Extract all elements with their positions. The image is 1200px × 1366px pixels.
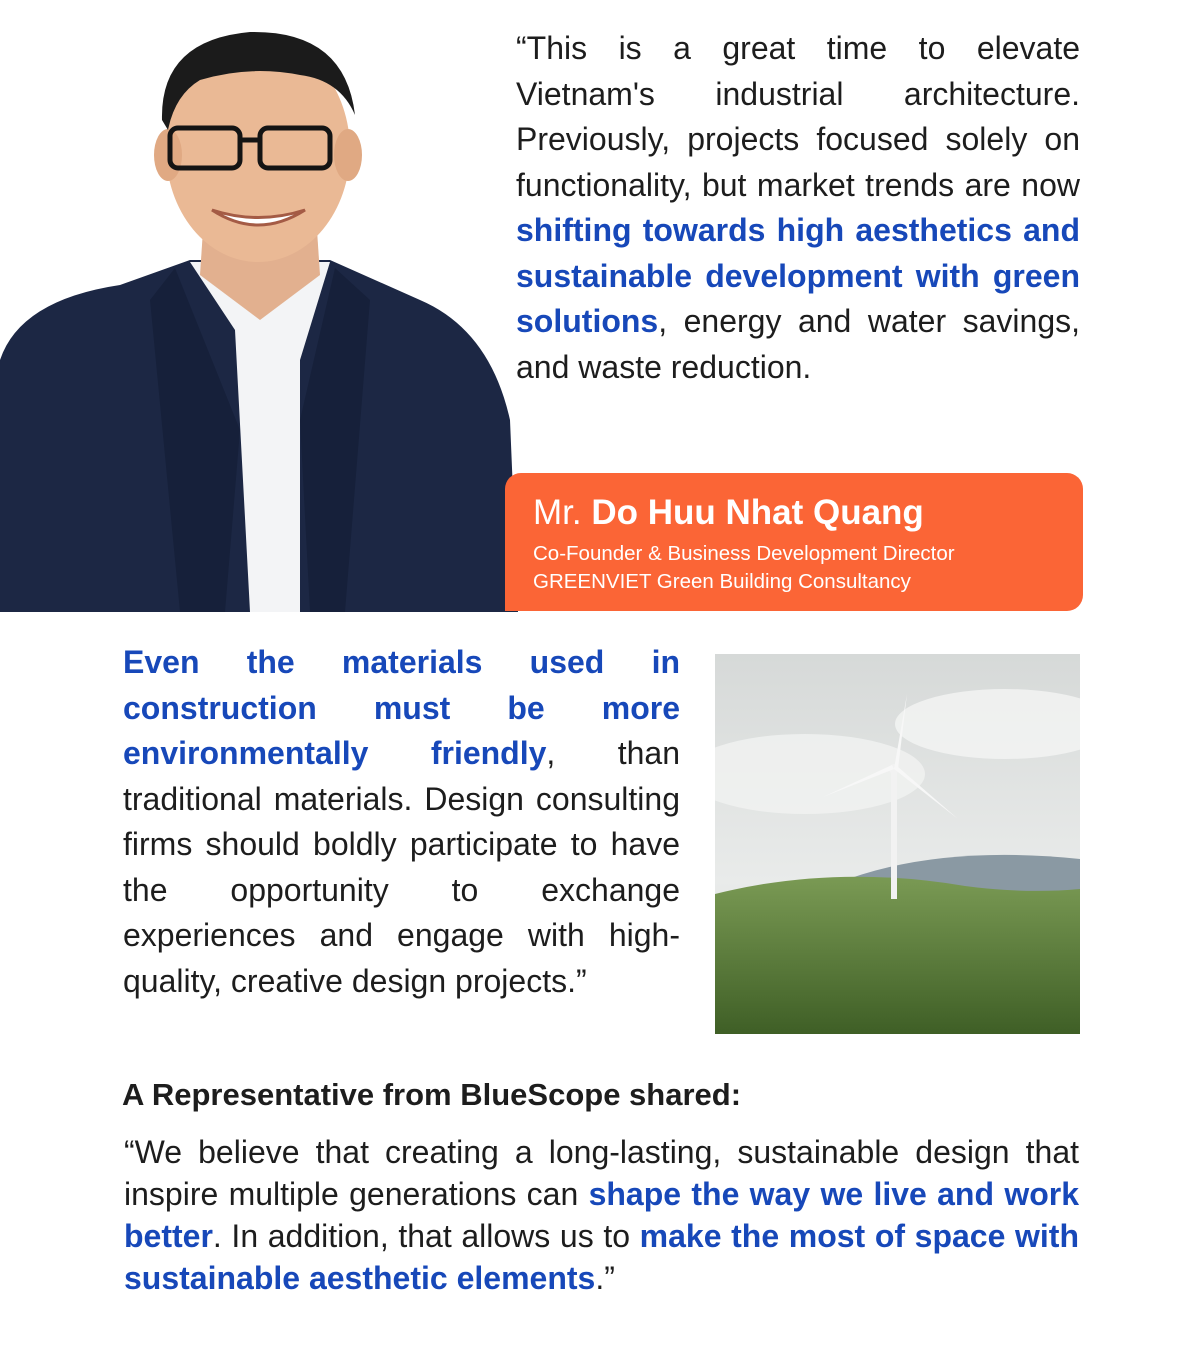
speaker-portrait-illustration (0, 0, 518, 612)
quote-materials-text: , than traditional materials. Design consulting firms should boldly participate to have the opportunity to exchange experiences and engage with high-quality, creative design projects.” (123, 735, 680, 999)
quote-greenviet-highlight: shifting towards high aesthetics and sustainable development with green solutions (516, 212, 1080, 339)
quote-greenviet-text-2: , energy and water savings, and waste reduction. (516, 303, 1080, 385)
speaker-role: Co-Founder & Business Development Director (533, 542, 955, 565)
quote-greenviet (516, 26, 1080, 390)
quote-materials (123, 640, 680, 1004)
speaker-name: Do Huu Nhat Quang (591, 493, 924, 532)
quote-bluescope-highlight-2: make the most of space with sustainable aesthetic elements (124, 1218, 1080, 1296)
speaker-name-card (505, 473, 1083, 611)
quote-bluescope-text-1: “We believe that creating a long-lasting, sustainable design that inspire multiple generations can (124, 1134, 1079, 1212)
quote-bluescope-text-3: .” (595, 1260, 615, 1296)
quote-bluescope-text-2: . In addition, that allows us to (212, 1218, 640, 1254)
wind-turbine-photo (715, 654, 1080, 1034)
speaker-name-line (533, 493, 924, 533)
speaker-portrait (0, 0, 518, 612)
bluescope-heading: A Representative from BlueScope shared: (122, 1077, 742, 1112)
speaker-prefix: Mr. (533, 493, 582, 532)
speaker-company: GREENVIET Green Building Consultancy (533, 570, 911, 593)
quote-greenviet-text-1: “This is a great time to elevate Vietnam's industrial architecture. Previously, projects focused solely on functionality, but market trends are now (516, 30, 1080, 203)
quote-materials-highlight: Even the materials used in construction must be more environmentally friendly (123, 644, 680, 771)
wind-turbine-illustration (715, 654, 1080, 1034)
quote-bluescope-highlight-1: shape the way we live and work better (124, 1176, 1080, 1254)
quote-bluescope (124, 1131, 1079, 1299)
